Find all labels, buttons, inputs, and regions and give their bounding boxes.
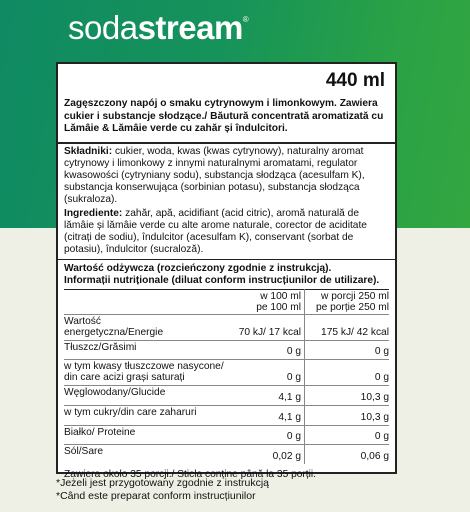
- nutrient-name: Węglowodany/Glucide: [64, 386, 166, 398]
- nutrition-table: [64, 289, 389, 465]
- nutrition-title-pl: Wartość odżywcza (rozcieńczony zgodnie z instrukcją).: [64, 262, 332, 274]
- divider: [58, 259, 395, 260]
- ingredients-pl-label: Składniki:: [64, 145, 113, 157]
- nutrition-row: [64, 340, 389, 359]
- ingredients-ro-label: Ingrediente:: [64, 207, 123, 219]
- value-per-100ml: 4,1 g: [236, 405, 304, 425]
- footnote: [56, 477, 269, 502]
- divider: [58, 142, 395, 144]
- nutrient-name: Tłuszcz/Grăsimi: [64, 341, 137, 353]
- brand-name-light: soda: [68, 9, 138, 46]
- value-per-100ml: 4,1 g: [236, 385, 304, 405]
- value-per-100ml: 70 kJ/ 17 kcal: [236, 314, 304, 340]
- ingredients-pl: [64, 146, 389, 206]
- nutrition-row: [64, 385, 389, 405]
- nutrient-name: Białko/ Proteine: [64, 426, 136, 438]
- ingredients-pl-text: cukier, woda, kwas (kwas cytrynowy), naturalny aromat cytrynowy i limonkowy z innymi naturalnymi aromatami, regulator kwasowości (cytryniany sodu), substancja słodząca (acesulfam K), substancja konserwująca (sorbinian potasu), substancja słodząca (sukraloza).: [64, 145, 365, 205]
- value-per-100ml: 0,02 g: [236, 444, 304, 464]
- value-per-250ml: 175 kJ/ 42 kcal: [321, 326, 389, 338]
- ingredients-ro: [64, 208, 389, 256]
- nutrient-name: w tym kwasy tłuszczowe nasycone/ din care acizi grași saturați: [64, 360, 224, 383]
- brand-logo: [68, 9, 248, 47]
- brand-name-bold: stream: [137, 9, 243, 46]
- nutrition-header-row: [64, 289, 389, 314]
- nutrient-name: Wartość energetyczna/Energie: [64, 315, 164, 338]
- nutrient-name: Sól/Sare: [64, 445, 104, 457]
- value-per-250ml: 10,3 g: [360, 391, 389, 403]
- nutrient-header: [64, 289, 236, 314]
- volume: 440 ml: [325, 70, 385, 91]
- trademark-mark: ®: [242, 15, 249, 24]
- product-label: [56, 62, 397, 480]
- footnote-ro: *Când este preparat conform instrucțiunilor: [56, 489, 256, 502]
- portions-note: Zawiera około 35 porcji./ Sticla conține până la 35 porții.: [64, 469, 316, 480]
- value-per-100ml: 0 g: [236, 425, 304, 444]
- value-per-100ml: 0 g: [236, 340, 304, 359]
- product-description: Zagęszczony napój o smaku cytrynowym i limonkowym. Zawiera cukier i substancje słodzące./ Băutură concentrată aromatizată cu Lămâie & Lămâie verde cu zahăr și îndulcitori.: [64, 98, 384, 134]
- nutrition-row: [64, 359, 389, 385]
- value-per-250ml: 10,3 g: [360, 411, 389, 423]
- nutrient-name: w tym cukry/din care zaharuri: [64, 406, 197, 418]
- per-100ml-header: w 100 ml pe 100 ml: [236, 289, 304, 314]
- value-per-250ml: 0 g: [374, 345, 389, 357]
- value-per-250ml: 0 g: [374, 430, 389, 442]
- nutrition-row: [64, 314, 389, 340]
- value-per-100ml: 0 g: [236, 359, 304, 385]
- nutrition-row: [64, 405, 389, 425]
- nutrition-row: [64, 444, 389, 464]
- nutrition-title: [64, 263, 389, 287]
- per-250ml-header: w porcji 250 ml pe porție 250 ml: [315, 290, 389, 313]
- ingredients-ro-text: zahăr, apă, acidifiant (acid citric), aromă naturală de lămâie și lămâie verde cu alte arome naturale, corector de aciditate (citrați de sodiu), îndulcitor (acesulfam K), conservant (sorbat de potasiu), îndulcitor (sucraloză).: [64, 207, 367, 255]
- footnote-pl: *Jeżeli jest przygotowany zgodnie z instrukcją: [56, 477, 270, 489]
- nutrition-title-ro: Informații nutriționale (diluat conform instrucțiunilor de utilizare).: [64, 274, 380, 286]
- nutrition-row: [64, 425, 389, 444]
- value-per-250ml: 0 g: [374, 371, 389, 383]
- value-per-250ml: 0,06 g: [360, 451, 389, 462]
